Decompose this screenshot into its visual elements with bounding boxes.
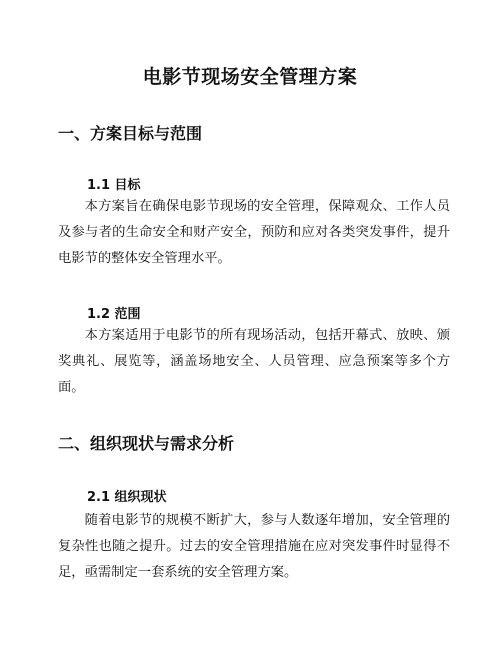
paragraph-org-status: 随着电影节的规模不断扩大，参与人数逐年增加，安全管理的复杂性也随之提升。过去的安全管理措施在应对突发事件时显得不足，亟需制定一套系统的安全管理方案。 xyxy=(58,513,450,580)
subsection-heading-goal: 1.1 目标 xyxy=(87,178,141,193)
document-title: 电影节现场安全管理方案 xyxy=(142,66,358,88)
paragraph-goal: 本方案旨在确保电影节现场的安全管理，保障观众、工作人员及参与者的生命安全和财产安全，预防和应对各类突发事件，提升电影节的整体安全管理水平。 xyxy=(58,199,450,266)
subsection-heading-org-status: 2.1 组织现状 xyxy=(87,490,167,505)
section-heading-status-needs: 二、组织现状与需求分析 xyxy=(58,434,235,453)
paragraph-scope: 本方案适用于电影节的所有现场活动，包括开幕式、放映、颁奖典礼、展览等，涵盖场地安全、人员管理、应急预案等多个方面。 xyxy=(58,328,450,395)
section-heading-goals-scope: 一、方案目标与范围 xyxy=(58,124,203,143)
subsection-heading-scope: 1.2 范围 xyxy=(87,307,141,322)
